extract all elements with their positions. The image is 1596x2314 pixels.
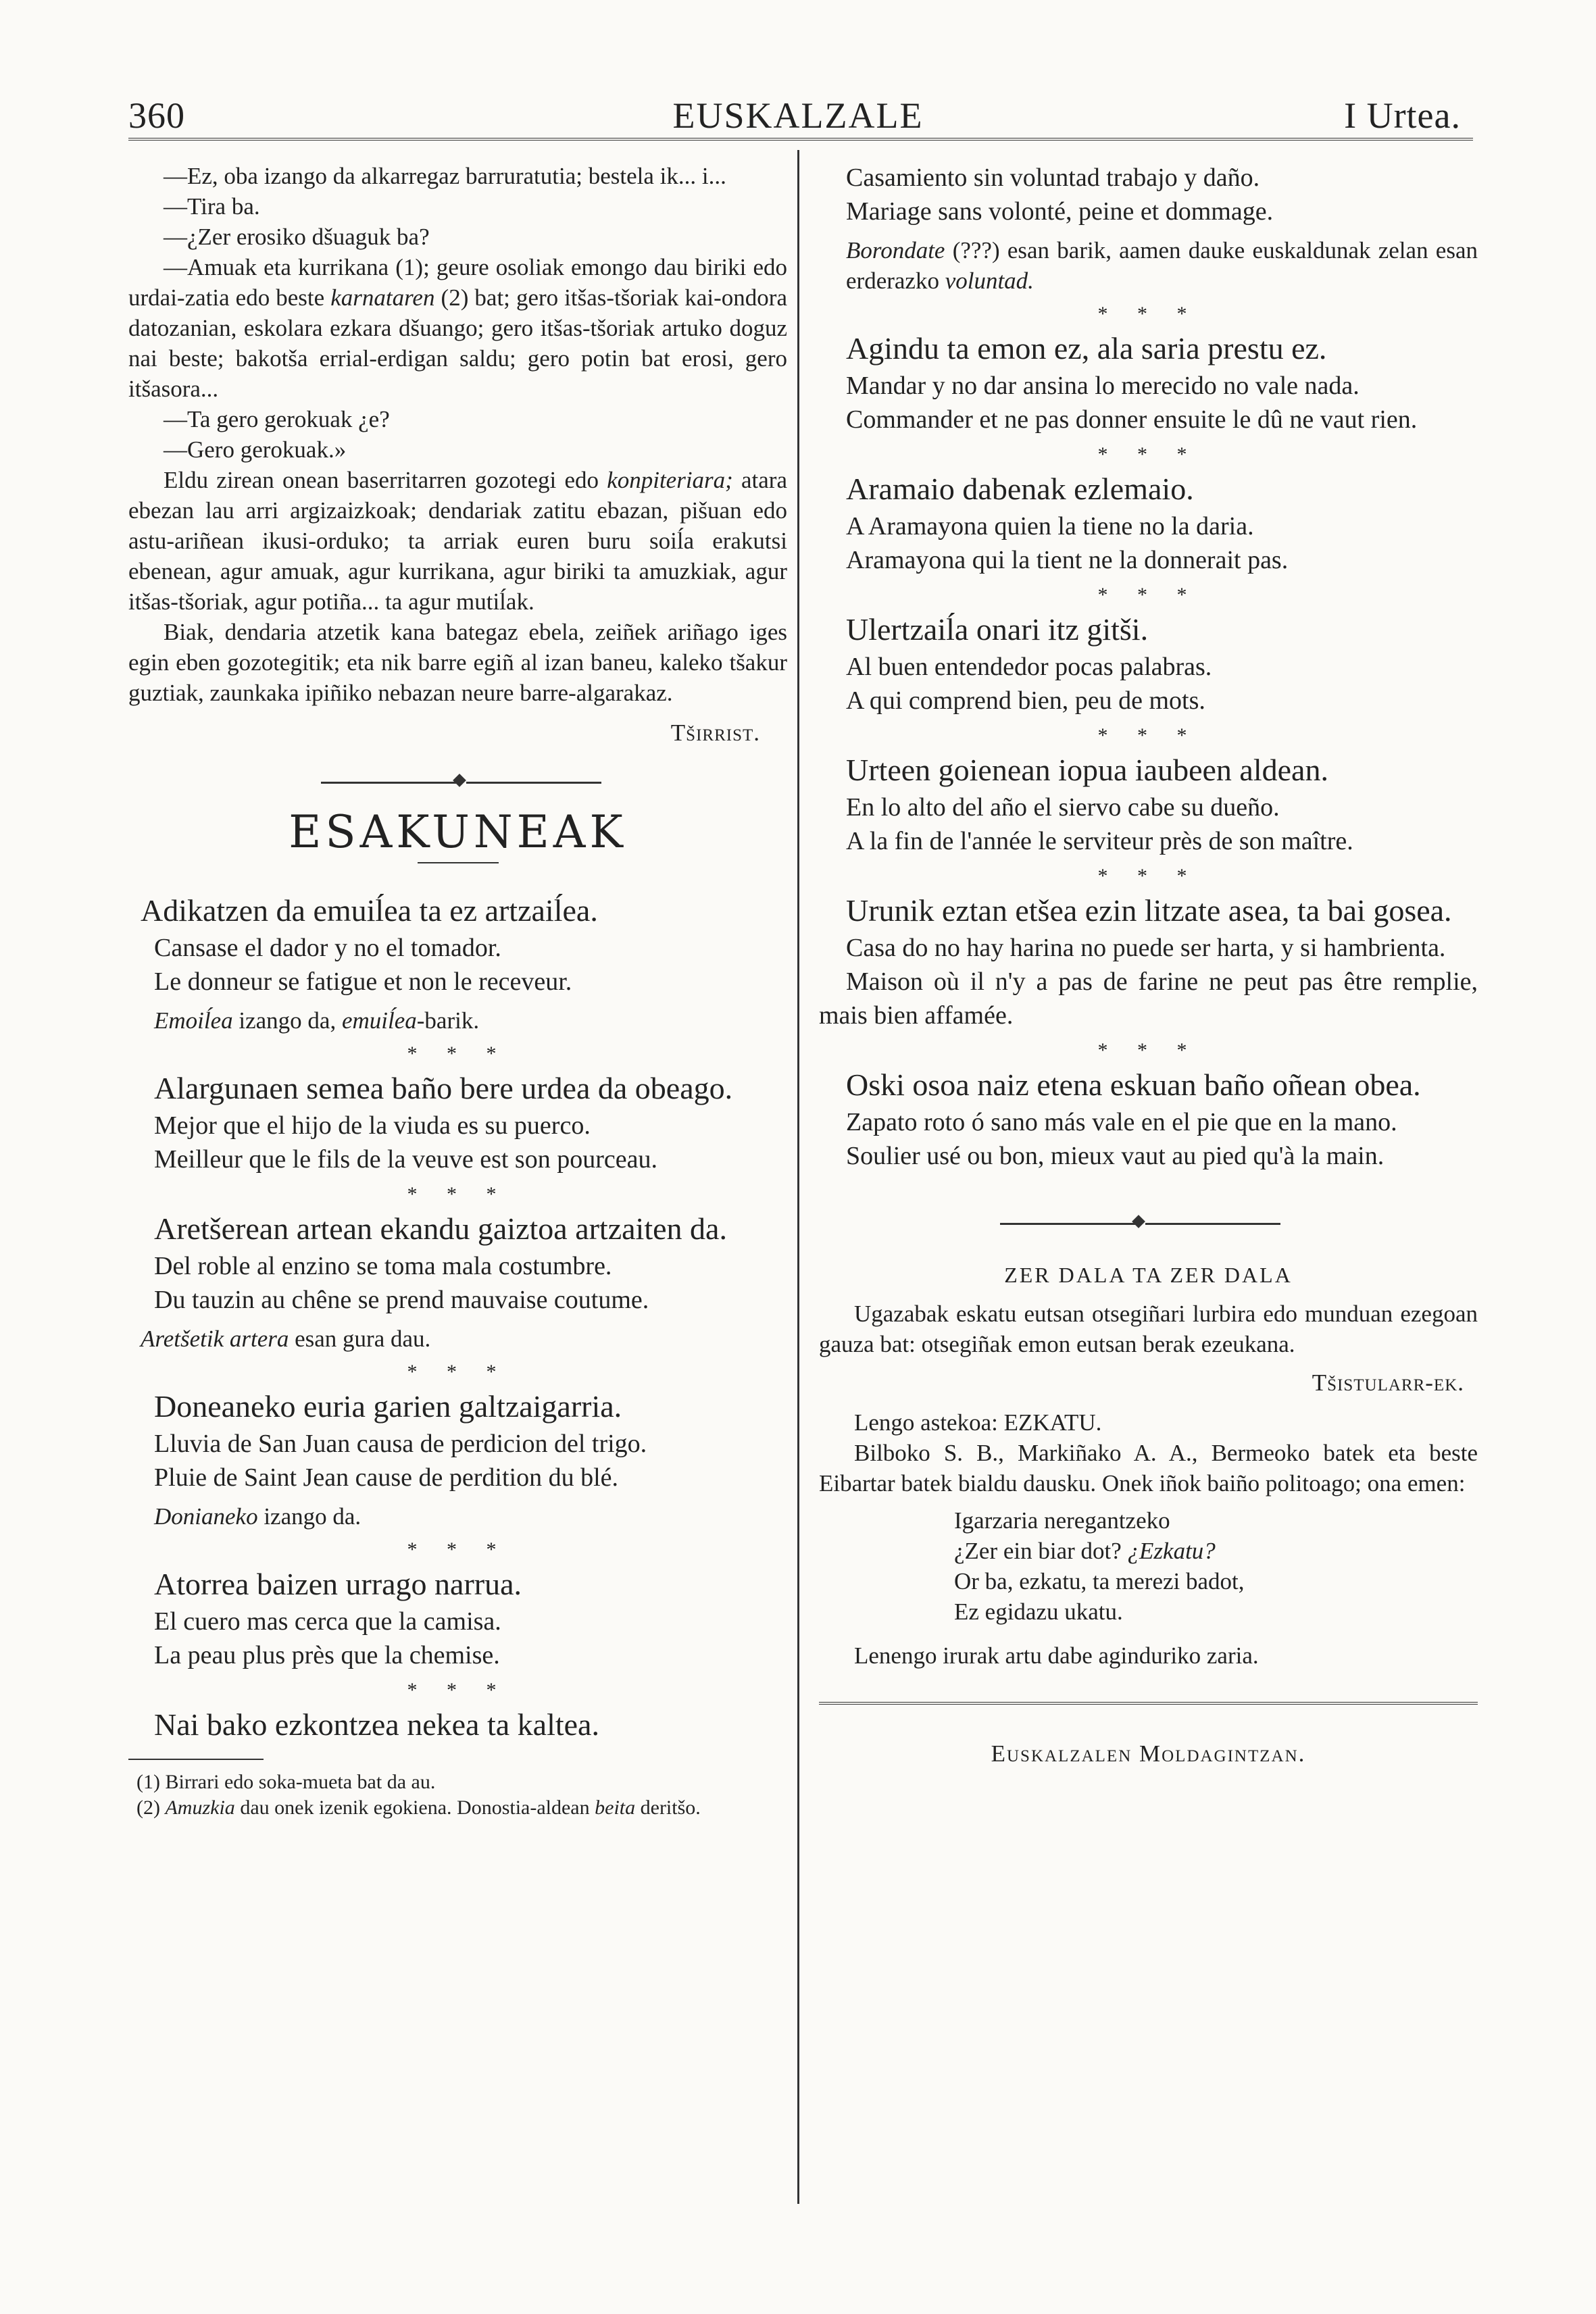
author-signature: Tširrist. [670,720,760,746]
proverb-spanish: Mejor que el hijo de la viuda es su puerco. [154,1111,591,1140]
closing-note: Lenengo irurak artu dabe aginduriko zaria. [854,1642,1259,1669]
proverb-spanish: A Aramayona quien la tiene no la daria. [846,512,1254,540]
separator-stars: * * * [1097,865,1199,887]
proverb-basque: Atorrea baizen urrago narrua. [154,1567,522,1601]
proverb-french: A qui comprend bien, peu de mots. [846,686,1205,715]
footnote: (2) Amuzkia dau onek izenik egokiena. Donostia-aldean beita deritšo. [136,1796,701,1819]
right-column [819,161,1478,1769]
bottom-rule [819,1702,1478,1705]
proverb-basque: Doneaneko euria garien galtzaigarria. [154,1389,622,1424]
proverb-basque: Aramaio dabenak ezlemaio. [846,472,1194,506]
proverb-spanish: En lo alto del año el siervo cabe su dueño. [846,793,1280,822]
paragraph-amuak: —Amuak eta kurrikana (1); geure osoliak emongo dau biriki edo urdai-zatia edo beste karnataren (2) bat; gero itšas-tšoriak kai-ondora datozanian, eskolara ezkara dšuango; gero itšas-tšoriak artuko doguz nai beste; bakotša errial-erdigan saldu; gero potin bat erosi, gero itšasora... [128,254,787,402]
puzzle-signature: Tšistularr-ek. [1312,1369,1464,1396]
separator-stars: * * * [1097,443,1199,466]
paragraph-biak: Biak, dendaria atzetik kana bategaz ebela, zeiñek ariñago iges egin eben gozotegitik; eta nik barre egiñ al izan baneu, kaleko tšakur guztiak, zaunkaka ipiñiko nebazan neure barre-algarakaz. [128,619,787,706]
separator-stars: * * * [407,1183,509,1205]
dialogue-line: —Ez, oba izango da alkarregaz barruratutia; bestela ik... i... [164,163,726,189]
verse-line: Ez egidazu ukatu. [954,1599,1123,1625]
dialogue-line: —Gero gerokuak.» [164,436,347,463]
dialogue-line: —Tira ba. [164,193,260,220]
proverb-note: Donianeko izango da. [154,1503,361,1530]
solvers-paragraph: Bilboko S. B., Markiñako A. A., Bermeoko batek eta beste Eibartar batek bialdu dausku. Onek iñok baiño politoago; ona emen: [819,1440,1478,1496]
separator-stars: * * * [407,1042,509,1065]
proverb-basque: Agindu ta emon ez, ala saria prestu ez. [846,331,1327,366]
title-rule [418,862,499,863]
proverb-french: Meilleur que le fils de la veuve est son pourceau. [154,1145,657,1174]
proverb-french: Maison où il n'y a pas de farine ne peut pas être remplie, mais bien affamée. [819,967,1478,1030]
separator-stars: * * * [1097,1039,1199,1061]
footnote-rule [128,1759,264,1760]
printer-imprint: Euskalzalen Moldagintzan. [991,1740,1306,1767]
proverb-spanish: Mandar y no dar ansina lo merecido no vale nada. [846,372,1360,400]
proverb-spanish: Lluvia de San Juan causa de perdicion del trigo. [154,1430,647,1458]
column-separator [797,150,799,2204]
section-ornament [819,1213,1478,1234]
verse-line: Igarzaria neregantzeko [954,1507,1170,1534]
proverb-french: Soulier usé ou bon, mieux vaut au pied qu'à la main. [846,1142,1385,1170]
previous-answer: Lengo astekoa: EZKATU. [854,1409,1102,1436]
separator-stars: * * * [407,1361,509,1383]
separator-stars: * * * [407,1538,509,1561]
verse-line: Or ba, ezkatu, ta merezi badot, [954,1568,1245,1594]
proverb-spanish: El cuero mas cerca que la camisa. [154,1607,501,1636]
dialogue-line: —Ta gero gerokuak ¿e? [164,406,390,432]
puzzle-text: Ugazabak eskatu eutsan otsegiñari lurbira edo munduan ezegoan gauza bat: otsegiñak emon eutsan berak ezeukana. [819,1301,1478,1357]
proverb-basque: Ulertzaiĺa onari itz gitši. [846,612,1149,647]
proverb-basque: Urteen goienean iopua iaubeen aldean. [846,753,1328,787]
proverb-french: Commander et ne pas donner ensuite le dû ne vaut rien. [846,405,1418,434]
proverb-french: La peau plus près que la chemise. [154,1641,500,1669]
proverb-basque: Urunik eztan etšea ezin litzate asea, ta bai gosea. [846,893,1452,928]
proverb-spanish: Del roble al enzino se toma mala costumbre. [154,1252,612,1280]
volume-year: I Urtea. [1344,95,1461,136]
proverb-note: Emoiĺea izango da, emuiĺea-barik. [154,1007,480,1034]
header-rule [128,138,1473,141]
left-column [128,161,787,1821]
verse [819,1505,1478,1627]
proverb-basque: Nai bako ezkontzea nekea ta kaltea. [154,1707,599,1742]
proverb-french: A la fin de l'année le serviteur près de son maître. [846,827,1353,855]
proverb-french: Pluie de Saint Jean cause de perdition du blé. [154,1463,618,1492]
proverb-basque: Adikatzen da emuiĺea ta ez artzaiĺea. [141,893,598,928]
separator-stars: * * * [1097,724,1199,747]
proverb-spanish: Al buen entendedor pocas palabras. [846,653,1212,681]
proverb-basque: Oski osoa naiz etena eskuan baño oñean obea. [846,1067,1421,1102]
proverb-basque: Alargunaen semea baño bere urdea da obeago. [154,1071,733,1105]
separator-stars: * * * [407,1679,509,1701]
puzzle-title: ZER DALA TA ZER DALA [1004,1263,1293,1287]
separator-stars: * * * [1097,584,1199,606]
separator-stars: * * * [1097,303,1199,325]
proverb-spanish: Casa do no hay harina no puede ser harta, y si hambrienta. [846,934,1446,962]
proverb-spanish: Zapato roto ó sano más vale en el pie que en la mano. [846,1108,1397,1136]
proverb-basque: Aretšerean artean ekandu gaiztoa artzaiten da. [154,1211,727,1246]
journal-title: EUSKALZALE [672,95,924,136]
verse-line: ¿Zer ein biar dot? ¿Ezkatu? [954,1538,1216,1564]
proverb-spanish: Casamiento sin voluntad trabajo y daño. [846,164,1260,192]
proverb-note: Aretšetik artera esan gura dau. [141,1326,431,1352]
section-title: ESAKUNEAK [289,806,627,858]
proverb-spanish: Cansase el dador y no el tomador. [154,934,501,962]
proverb-french: Du tauzin au chêne se prend mauvaise coutume. [154,1286,649,1314]
proverb-french: Le donneur se fatigue et non le receveur. [154,967,572,996]
proverb-french: Mariage sans volonté, peine et dommage. [846,197,1274,226]
proverb-french: Aramayona qui la tient ne la donnerait pas. [846,546,1289,574]
paragraph-eldu: Eldu zirean onean baserritarren gozotegi edo konpiteriara; atara ebezan lau arri argizaizkoak; dendariak zatitu ebazan, pišuan edo astu-ariñean ikusi-orduko; ta arriak euren buru soiĺa erakutsi ebenean, agur amuak, agur kurrikana, agur biriki ta amuzkiak, agur itšas-tšoriak, agur potiña... ta agur mutiĺak. [128,467,788,615]
proverb-note: Borondate (???) esan barik, aamen dauke euskaldunak zelan esan erderazko voluntad. [846,237,1478,294]
footnote: (1) Birrari edo soka-mueta bat da au. [136,1771,436,1793]
page-number: 360 [128,95,185,136]
dialogue-line: —¿Zer erosiko dšuaguk ba? [164,224,430,250]
section-ornament [128,772,787,793]
